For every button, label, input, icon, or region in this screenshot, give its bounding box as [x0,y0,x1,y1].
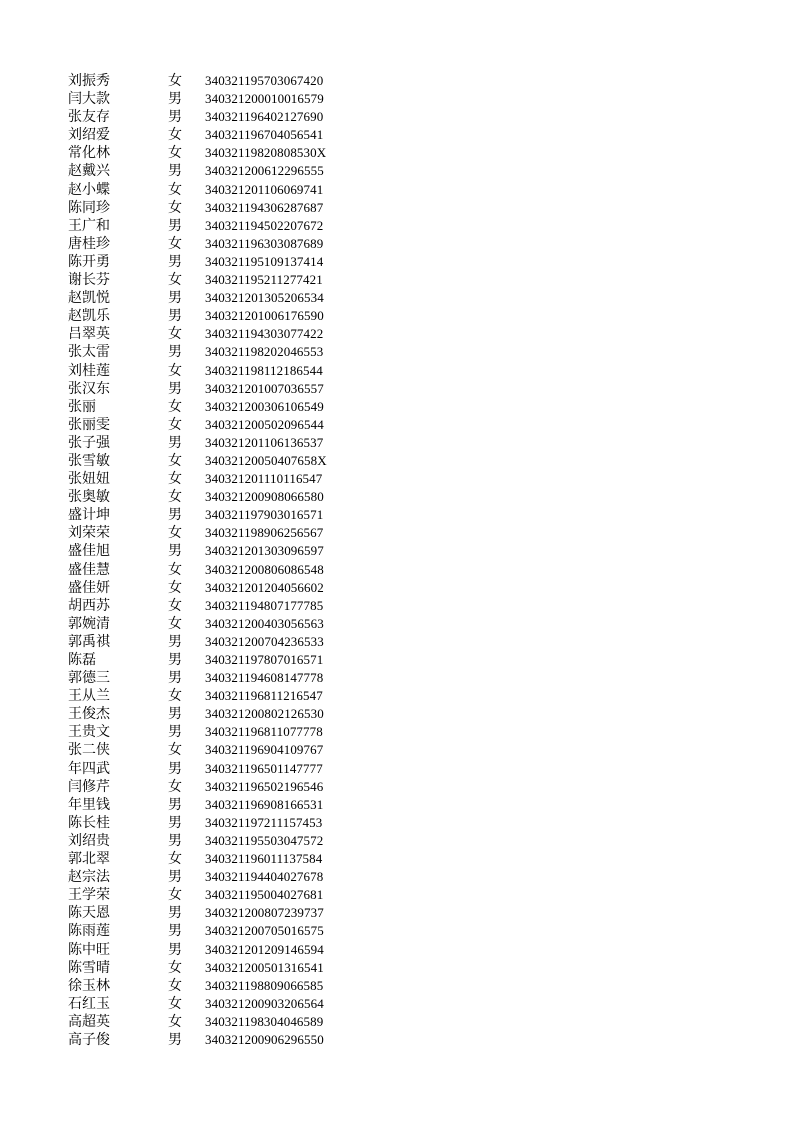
person-name: 常化林 [68,145,110,162]
id-number: 340321196811216547 [205,688,323,704]
person-name: 郭禹祺 [68,633,110,650]
id-number: 340321196811077778 [205,724,323,740]
person-gender: 男 [168,91,182,108]
person-name: 赵宗法 [68,869,110,886]
table-row [68,705,368,723]
id-number: 340321195503047572 [205,832,324,848]
id-number: 34032120050407658X [205,452,327,468]
table-row [68,597,368,615]
id-number: 340321194608147778 [205,670,324,686]
table-row [68,723,368,741]
table-row [68,470,368,488]
person-gender: 女 [168,887,182,904]
person-gender: 男 [168,670,182,687]
person-gender: 女 [168,778,182,795]
person-gender: 男 [168,905,182,922]
person-gender: 女 [168,235,182,252]
table-row [68,832,368,850]
id-number: 340321200705016575 [205,923,324,939]
person-gender: 女 [168,688,182,705]
person-name: 唐桂珍 [68,235,110,252]
id-number: 340321200306106549 [205,398,324,414]
person-gender: 女 [168,199,182,216]
person-name: 张雪敏 [68,452,110,469]
id-number: 340321197903016571 [205,507,324,523]
table-row [68,162,368,180]
person-name: 张汉东 [68,380,110,397]
person-name: 徐玉林 [68,977,110,994]
person-gender: 男 [168,290,182,307]
person-gender: 女 [168,272,182,289]
id-number: 340321201110116547 [205,471,323,487]
table-row [68,796,368,814]
table-row [68,217,368,235]
table-row [68,904,368,922]
person-gender: 男 [168,253,182,270]
person-gender: 女 [168,73,182,89]
person-name: 吕翠英 [68,326,110,343]
person-gender: 女 [168,561,182,578]
person-name: 刘桂莲 [68,362,110,379]
person-name: 张丽雯 [68,416,110,433]
table-row [68,416,368,434]
table-row [68,850,368,868]
person-name: 王广和 [68,217,110,234]
table-row [68,362,368,380]
table-row [68,615,368,633]
id-number: 340321201106069741 [205,181,324,197]
table-row [68,126,368,144]
person-gender: 女 [168,127,182,144]
id-number: 340321200010016579 [205,91,324,107]
id-number: 340321196904109767 [205,742,324,758]
person-gender: 男 [168,796,182,813]
table-row [68,687,368,705]
person-name: 陈磊 [68,652,96,668]
person-gender: 男 [168,760,182,777]
person-gender: 男 [168,344,182,361]
table-row [68,452,368,470]
table-row [68,561,368,579]
person-name: 陈雨莲 [68,923,110,940]
person-gender: 女 [168,398,182,415]
id-number: 340321195004027681 [205,887,324,903]
person-name: 高子俊 [68,1031,110,1048]
table-row [68,235,368,253]
person-name: 刘振秀 [68,73,110,89]
person-gender: 女 [168,525,182,542]
id-number: 340321194502207672 [205,217,324,233]
person-name: 郭德三 [68,670,110,687]
id-number: 340321200502096544 [205,416,324,432]
id-number: 340321201305206534 [205,290,324,306]
table-row [68,651,368,669]
person-gender: 女 [168,489,182,506]
id-number: 340321198304046589 [205,1013,324,1029]
person-gender: 男 [168,543,182,560]
id-number: 34032119820808530X [205,145,327,161]
person-name: 王俊杰 [68,706,110,723]
person-name: 盛佳慧 [68,561,110,578]
id-number: 340321196502196546 [205,778,324,794]
person-name: 盛佳旭 [68,543,110,560]
id-number: 340321196402127690 [205,109,324,125]
person-gender: 男 [168,923,182,940]
id-number: 340321195211277421 [205,272,323,288]
id-number: 340321196704056541 [205,127,324,143]
person-name: 谢长芬 [68,272,110,289]
table-row [68,977,368,995]
person-name: 刘荣荣 [68,525,110,542]
id-number: 340321194306287687 [205,199,324,215]
person-gender: 男 [168,217,182,234]
id-number: 340321201204056602 [205,579,324,595]
table-row [68,542,368,560]
person-name: 闫大款 [68,91,110,108]
person-gender: 女 [168,471,182,488]
person-name: 盛佳妍 [68,579,110,596]
table-body [68,72,368,1049]
person-gender: 男 [168,507,182,524]
table-row [68,814,368,832]
id-number: 340321200612296555 [205,163,324,179]
person-gender: 男 [168,308,182,325]
id-number: 340321200802126530 [205,706,324,722]
person-name: 张妞妞 [68,471,110,488]
person-gender: 女 [168,597,182,614]
person-gender: 女 [168,977,182,994]
person-gender: 女 [168,416,182,433]
person-gender: 男 [168,869,182,886]
table-row [68,760,368,778]
person-gender: 女 [168,742,182,759]
person-name: 陈长桂 [68,814,110,831]
table-row [68,253,368,271]
person-name: 赵凯悦 [68,290,110,307]
id-number: 340321200704236533 [205,633,324,649]
person-name: 刘绍爱 [68,127,110,144]
table-row [68,325,368,343]
person-gender: 女 [168,1013,182,1030]
id-number: 340321201006176590 [205,308,324,324]
id-number: 340321195703067420 [205,73,324,88]
table-row [68,380,368,398]
person-gender: 女 [168,452,182,469]
person-name: 盛计坤 [68,507,110,524]
id-number: 340321194807177785 [205,597,324,613]
person-gender: 女 [168,362,182,379]
table-row [68,778,368,796]
person-name: 石红玉 [68,995,110,1012]
person-name: 闫修芹 [68,778,110,795]
person-name: 陈中旺 [68,941,110,958]
person-gender: 男 [168,724,182,741]
person-gender: 男 [168,633,182,650]
id-number: 340321196501147777 [205,760,323,776]
id-number: 340321201106136537 [205,434,324,450]
table-row [68,524,368,542]
id-number: 340321197807016571 [205,652,324,667]
person-name: 赵凯乐 [68,308,110,325]
person-name: 张丽 [68,398,96,415]
id-number: 340321194303077422 [205,326,324,342]
id-number: 340321200903206564 [205,995,324,1011]
id-number: 340321200806086548 [205,561,324,577]
person-gender: 男 [168,109,182,126]
person-gender: 女 [168,851,182,868]
id-number: 340321201303096597 [205,543,324,559]
table-row [68,434,368,452]
person-name: 高超英 [68,1013,110,1030]
person-name: 年四武 [68,760,110,777]
person-gender: 男 [168,814,182,831]
person-name: 刘绍贵 [68,832,110,849]
table-row [68,289,368,307]
id-number: 340321195109137414 [205,253,324,269]
person-name: 陈雪晴 [68,959,110,976]
table-row [68,633,368,651]
person-name: 张友存 [68,109,110,126]
table-row [68,72,368,90]
person-name: 陈同珍 [68,199,110,216]
person-gender: 女 [168,995,182,1012]
person-name: 张奥敏 [68,489,110,506]
person-name: 赵戴兴 [68,163,110,180]
table-row [68,995,368,1013]
person-gender: 男 [168,832,182,849]
id-number: 340321197211157453 [205,814,323,830]
table-row [68,741,368,759]
table-row [68,199,368,217]
person-gender: 男 [168,652,182,668]
person-gender: 男 [168,434,182,451]
table-row [68,343,368,361]
person-gender: 男 [168,380,182,397]
id-number: 340321201209146594 [205,941,324,957]
table-row [68,959,368,977]
person-name: 张子强 [68,434,110,451]
person-name: 年里钱 [68,796,110,813]
person-gender: 男 [168,941,182,958]
id-number: 340321198809066585 [205,977,324,993]
id-number: 340321198906256567 [205,525,324,541]
person-gender: 女 [168,959,182,976]
person-name: 陈天恩 [68,905,110,922]
id-number: 340321198112186544 [205,362,323,378]
person-gender: 男 [168,1031,182,1048]
table-row [68,271,368,289]
id-number: 340321200908066580 [205,489,324,505]
person-name: 张二侠 [68,742,110,759]
person-name: 王从兰 [68,688,110,705]
table-row [68,1013,368,1031]
person-name: 胡西苏 [68,597,110,614]
id-number: 340321196303087689 [205,235,324,251]
id-number: 340321201007036557 [205,380,324,396]
id-number: 340321198202046553 [205,344,324,360]
person-gender: 女 [168,615,182,632]
table-row [68,307,368,325]
person-name: 赵小蝶 [68,181,110,198]
person-name: 张太雷 [68,344,110,361]
table-row [68,144,368,162]
table-row [68,398,368,416]
table-row [68,941,368,959]
table-row [68,506,368,524]
table-row [68,108,368,126]
table-row [68,922,368,940]
id-number: 340321200906296550 [205,1031,324,1047]
person-gender: 女 [168,181,182,198]
person-gender: 女 [168,145,182,162]
id-number: 340321196908166531 [205,796,324,812]
person-name: 王学荣 [68,887,110,904]
table-row [68,181,368,199]
table-row [68,1031,368,1049]
id-number: 340321194404027678 [205,869,324,885]
table-row [68,669,368,687]
id-number: 340321200807239737 [205,905,324,921]
table-row [68,579,368,597]
table-row [68,488,368,506]
table-row [68,886,368,904]
id-number: 340321196011137584 [205,851,323,867]
person-table [68,72,368,1049]
id-number: 340321200403056563 [205,615,324,631]
person-name: 郭北翠 [68,851,110,868]
person-gender: 男 [168,706,182,723]
id-number: 340321200501316541 [205,959,324,975]
person-gender: 女 [168,579,182,596]
person-name: 郭婉清 [68,615,110,632]
person-gender: 男 [168,163,182,180]
table-row [68,90,368,108]
person-name: 陈开勇 [68,253,110,270]
table-row [68,868,368,886]
person-gender: 女 [168,326,182,343]
person-name: 王贵文 [68,724,110,741]
